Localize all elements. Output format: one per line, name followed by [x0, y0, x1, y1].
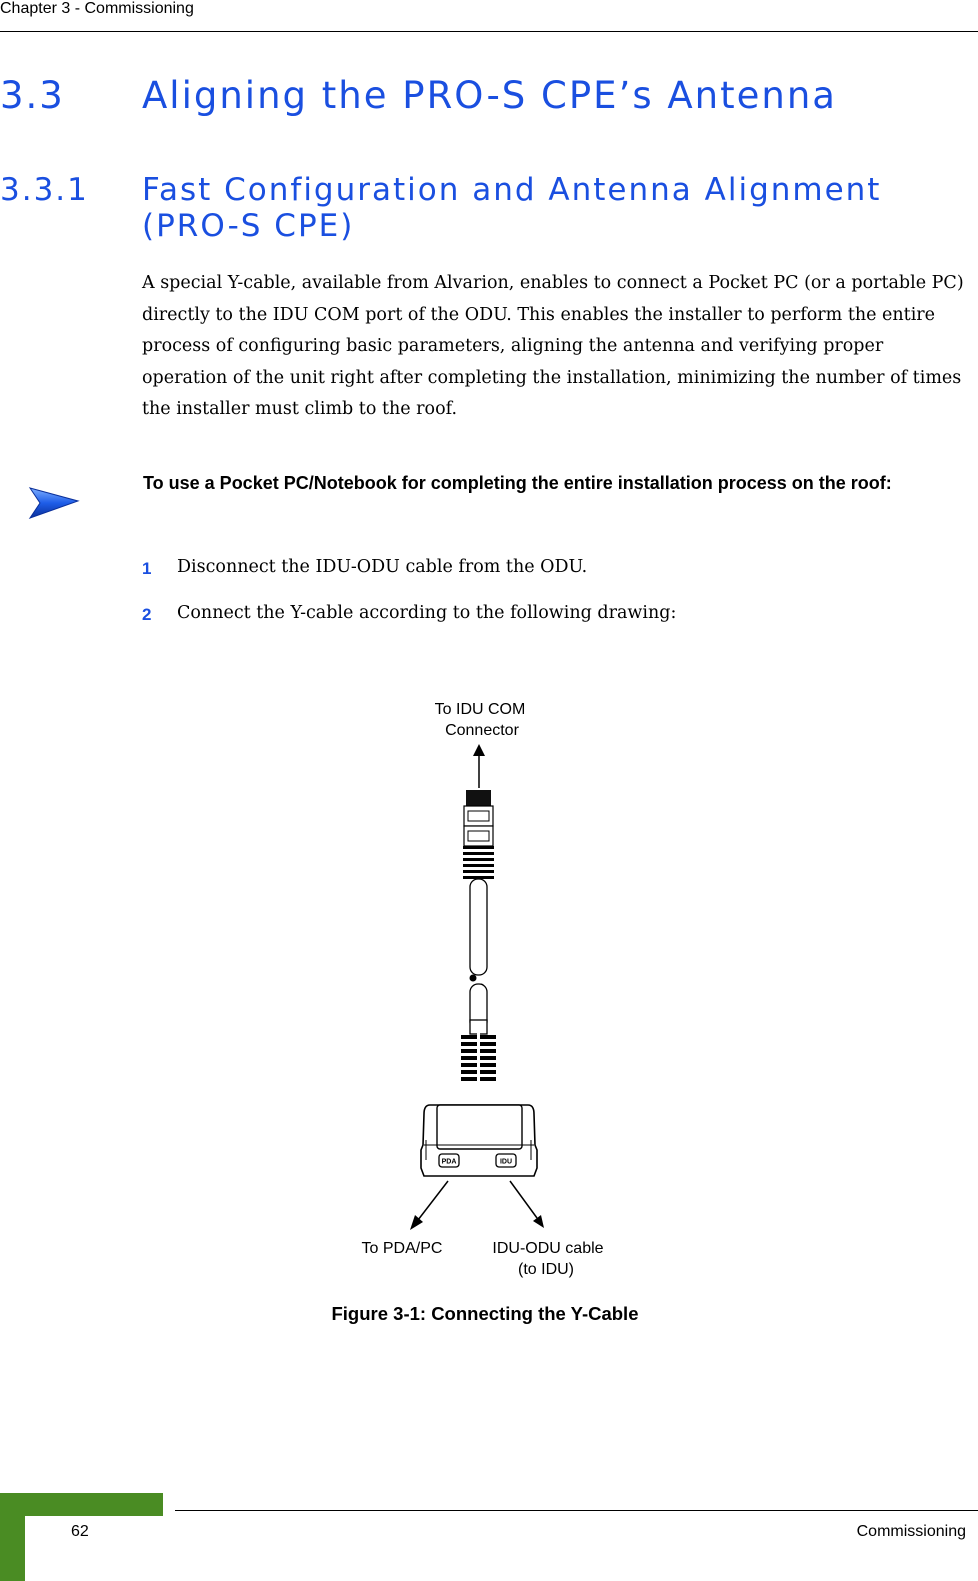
- step-number: 1: [142, 559, 152, 578]
- page-number: 62: [71, 1523, 89, 1540]
- port-idu: [496, 1154, 516, 1167]
- arrow-to-idu-head: [533, 1215, 544, 1228]
- section-title: Aligning the PRO-S CPE’s Antenna: [142, 74, 837, 117]
- figure-caption: Figure 3-1: Connecting the Y-Cable: [331, 1303, 639, 1324]
- port-pda-label: PDA: [441, 1158, 457, 1166]
- running-header: Chapter 3 - Commissioning: [0, 0, 194, 17]
- procedure-title: To use a Pocket PC/Notebook for completing the entire installation process on the roof:: [143, 473, 892, 493]
- label-connector: Connector: [445, 722, 519, 739]
- footer-rule: [175, 1510, 978, 1511]
- step-text: Connect the Y-cable according to the following drawing:: [177, 603, 677, 623]
- port-pda: [439, 1154, 459, 1167]
- section-number: 3.3: [0, 74, 65, 117]
- subsection-number: 3.3.1: [0, 172, 89, 208]
- rj45-plug: [463, 790, 494, 879]
- splitter-housing: [421, 1105, 537, 1176]
- label-idu-odu-cable: IDU-ODU cable: [492, 1240, 604, 1257]
- arrow-to-idu-shaft: [510, 1181, 537, 1218]
- header-rule: [0, 31, 978, 32]
- cable-segment-upper: [470, 879, 488, 982]
- arrow-to-pda-shaft: [418, 1181, 448, 1220]
- subsection-title: Fast Configuration and Antenna Alignment (PRO-S CPE): [142, 172, 882, 244]
- strain-relief: [461, 1033, 496, 1095]
- body-paragraph: A special Y-cable, available from Alvarion, enables to connect a Pocket PC (or a portable PC) directly to the IDU COM port of the ODU. This enables the installer to perform the entire process of configuring basic parameters, aligning the antenna and verifying proper operation of the unit right after completing the installation, minimizing the number of times the installer must climb to the roof.: [142, 273, 964, 419]
- footer-section-name: Commissioning: [856, 1523, 966, 1540]
- up-arrow-head: [473, 744, 485, 756]
- section-heading: [0, 74, 970, 117]
- label-to-idu: (to IDU): [518, 1261, 574, 1278]
- step-number: 2: [142, 605, 152, 624]
- cable-segment-lower: [470, 984, 487, 1035]
- footer-accent-stem: [0, 1493, 25, 1581]
- label-to-idu-com: To IDU COM: [434, 701, 526, 718]
- y-cable-diagram: [340, 690, 640, 1290]
- arrow-right-icon: [28, 482, 80, 522]
- label-to-pda-pc: To PDA/PC: [361, 1240, 443, 1257]
- port-idu-label: IDU: [499, 1158, 513, 1166]
- step-text: Disconnect the IDU-ODU cable from the ODU.: [177, 557, 588, 577]
